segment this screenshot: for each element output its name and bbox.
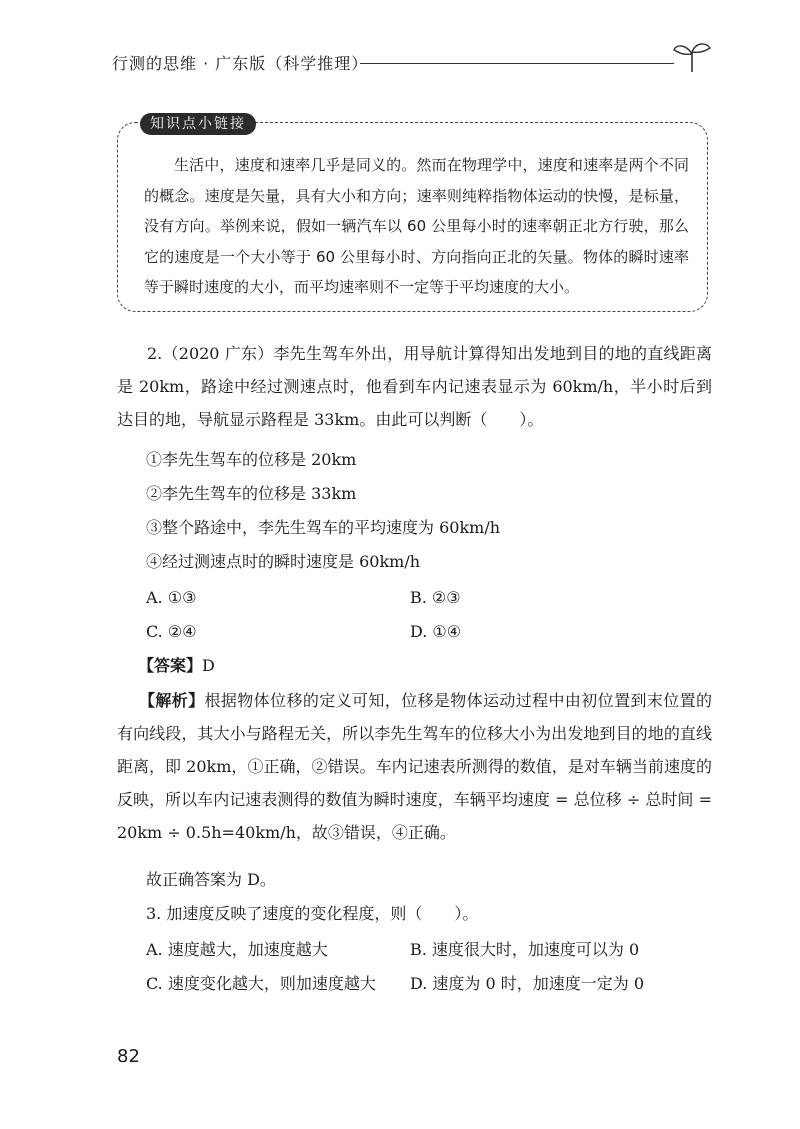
header-rule xyxy=(360,63,674,64)
q2-statement-4: ④经过测速点时的瞬时速度是 60km/h xyxy=(146,552,421,571)
analysis-label: 【解析】 xyxy=(139,691,205,710)
q3-option-d: D. 速度为 0 时，加速度一定为 0 xyxy=(410,974,645,993)
q2-statement-3: ③整个路途中，李先生驾车的平均速度为 60km/h xyxy=(146,518,501,537)
q2-conclusion: 故正确答案为 D。 xyxy=(146,870,276,889)
q3-stem: 3. 加速度反映了速度的变化程度，则（ ）。 xyxy=(146,904,479,923)
page-number: 82 xyxy=(117,1046,140,1067)
q2-option-d: D. ①④ xyxy=(410,622,462,641)
q3-option-b: B. 速度很大时，加速度可以为 0 xyxy=(410,940,640,959)
q2-stem: 2.（2020 广东）李先生驾车外出，用导航计算得知出发地到目的地的直线距离是 20km，路途中经过测速点时，他看到车内记速表显示为 60km/h，半小时后到达目的地，导航显示路程是 33km。由此可以判断（ ）。 xyxy=(117,344,712,429)
q2-analysis xyxy=(117,684,712,849)
answer-label: 【答案】 xyxy=(138,656,203,675)
q2-option-c: C. ②④ xyxy=(146,622,197,641)
answer-value: D xyxy=(202,656,215,675)
q2-statement-1: ①李先生驾车的位移是 20km xyxy=(146,450,357,469)
note-text: 生活中，速度和速率几乎是同义的。然而在物理学中，速度和速率是两个不同的概念。速度是矢量，具有大小和方向；速率则纯粹指物体运动的快慢，是标量，没有方向。举例来说，假如一辆汽车以 60 公里每小时的速率朝正北方行驶，那么它的速度是一个大小等于 60 公里每小时、方向指向正北的矢量。物体的瞬时速率等于瞬时速度的大小，而平均速率则不一定等于平均速度的大小。 xyxy=(144,156,689,296)
running-header xyxy=(112,48,712,78)
q3-option-c: C. 速度变化越大，则加速度越大 xyxy=(146,974,376,993)
q3-option-a: A. 速度越大，加速度越大 xyxy=(146,940,328,959)
q2-answer xyxy=(138,655,215,677)
analysis-text: 根据物体位移的定义可知，位移是物体运动过程中由初位置到末位置的有向线段，其大小与路程无关，所以李先生驾车的位移大小为出发地到目的地的直线距离，即 20km，①正确，②错误。车内记速表所测得的数值，是对车辆当前速度的反映，所以车内记速表测得的数值为瞬时速度，车辆平均速度 = 总位移 ÷ 总时间 = 20km ÷ 0.5h=40km/h，故③错误，④正确。 xyxy=(117,691,712,842)
q2-statement-2: ②李先生驾车的位移是 33km xyxy=(146,484,357,503)
q2-option-a: A. ①③ xyxy=(146,588,197,607)
sprout-icon xyxy=(672,40,712,74)
header-title: 行测的思维 · 广东版（科学推理） xyxy=(112,54,369,73)
q2-option-b: B. ②③ xyxy=(410,588,461,607)
note-badge: 知识点小链接 xyxy=(140,113,256,135)
knowledge-note-box xyxy=(117,116,708,312)
